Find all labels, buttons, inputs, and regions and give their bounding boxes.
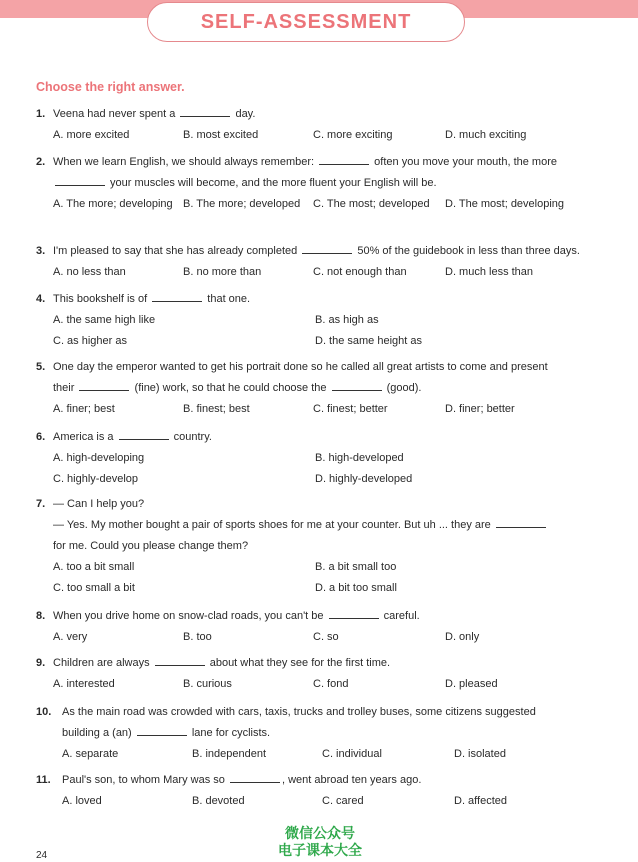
stem-text: — Yes. My mother bought a pair of sports shoes for me at your counter. But uh ... they are [53, 519, 494, 531]
stem-text: — Can I help you? [53, 498, 145, 510]
answer-option[interactable]: C. not enough than [313, 266, 407, 278]
answer-blank[interactable] [496, 517, 546, 528]
answer-option[interactable]: D. much exciting [445, 129, 527, 141]
stem-text: their [53, 382, 78, 394]
stem-text: about what they see for the first time. [206, 657, 391, 669]
stem-text: As the main road was crowded with cars, taxis, trucks and trolley buses, some citizens suggested [62, 706, 536, 718]
question-item [36, 104, 586, 146]
question-item [36, 653, 586, 695]
answer-option[interactable]: A. no less than [53, 266, 126, 278]
question-stem [36, 378, 586, 399]
question-stem [36, 494, 586, 515]
answer-option[interactable]: D. finer; better [445, 403, 515, 415]
answer-option[interactable]: B. too [183, 631, 212, 643]
question-stem [36, 702, 586, 723]
question-item [36, 702, 586, 765]
answer-blank[interactable] [329, 608, 379, 619]
stem-text: (fine) work, so that he could choose the [131, 382, 330, 394]
options-row [36, 448, 586, 469]
question-stem [36, 152, 586, 173]
question-item [36, 241, 586, 283]
options-row [36, 578, 586, 599]
question-item [36, 606, 586, 648]
stem-text: often you move your mouth, the more [371, 156, 557, 168]
options-row [36, 791, 586, 812]
stem-text: One day the emperor wanted to get his portrait done so he called all great artists to come and present [53, 361, 548, 373]
answer-option[interactable]: C. individual [322, 748, 382, 760]
options-row [36, 125, 586, 146]
question-number: 9. [36, 657, 46, 669]
answer-option[interactable]: B. most excited [183, 129, 259, 141]
stem-text: , went abroad ten years ago. [281, 774, 422, 786]
question-stem [36, 357, 586, 378]
answer-option[interactable]: C. finest; better [313, 403, 388, 415]
stem-text: I'm pleased to say that she has already completed [53, 245, 301, 257]
question-stem [36, 427, 586, 448]
question-number: 4. [36, 293, 46, 305]
section-title-tab [147, 2, 465, 42]
question-stem [36, 723, 586, 744]
answer-option[interactable]: A. more excited [53, 129, 130, 141]
watermark [265, 826, 375, 860]
stem-text: 50% of the guidebook in less than three days. [354, 245, 580, 257]
answer-blank[interactable] [302, 243, 352, 254]
question-item [36, 152, 586, 215]
answer-option[interactable]: D. much less than [445, 266, 534, 278]
stem-text: Children are always [53, 657, 153, 669]
answer-blank[interactable] [119, 429, 169, 440]
options-row [36, 557, 586, 578]
options-row [36, 399, 586, 420]
stem-text: (good). [383, 382, 422, 394]
question-stem [36, 104, 586, 125]
answer-blank[interactable] [230, 772, 280, 783]
question-stem [36, 515, 586, 536]
answer-option[interactable]: D. highly-developed [315, 473, 413, 485]
question-item [36, 289, 586, 352]
stem-text: careful. [380, 610, 420, 622]
answer-option[interactable]: B. independent [192, 748, 267, 760]
answer-option[interactable]: D. isolated [454, 748, 506, 760]
question-stem [36, 770, 586, 791]
question-number: 3. [36, 245, 46, 257]
options-row [36, 194, 586, 215]
answer-option[interactable]: C. as higher as [53, 335, 127, 347]
options-row [36, 262, 586, 283]
watermark-line: 电子课本大全 [278, 843, 362, 859]
answer-option[interactable]: D. a bit too small [315, 582, 397, 594]
instruction-heading: Choose the right answer. [36, 80, 185, 94]
question-stem [36, 289, 586, 310]
question-stem [36, 241, 586, 262]
answer-option[interactable]: D. only [445, 631, 480, 643]
answer-option[interactable]: B. high-developed [315, 452, 404, 464]
options-row [36, 469, 586, 490]
answer-option[interactable]: A. separate [62, 748, 119, 760]
answer-option[interactable]: A. very [53, 631, 88, 643]
stem-text: When we learn English, we should always remember: [53, 156, 318, 168]
page-number: 24 [36, 850, 48, 861]
answer-option[interactable]: D. The most; developing [445, 198, 565, 210]
stem-text: When you drive home on snow-clad roads, you can't be [53, 610, 327, 622]
stem-text: day. [232, 108, 256, 120]
question-item [36, 770, 586, 812]
question-number: 1. [36, 108, 46, 120]
question-number: 7. [36, 498, 46, 510]
answer-option[interactable]: B. a bit small too [315, 561, 397, 573]
stem-text: lane for cyclists. [188, 727, 271, 739]
answer-blank[interactable] [180, 106, 230, 117]
answer-blank[interactable] [152, 291, 202, 302]
question-number: 2. [36, 156, 46, 168]
answer-option[interactable]: A. finer; best [53, 403, 115, 415]
answer-option[interactable]: D. pleased [445, 678, 498, 690]
answer-option[interactable]: C. highly-develop [53, 473, 138, 485]
answer-option[interactable]: B. finest; best [183, 403, 250, 415]
options-row [36, 627, 586, 648]
question-item [36, 494, 586, 599]
answer-option[interactable]: C. more exciting [313, 129, 393, 141]
answer-option[interactable]: B. devoted [192, 795, 245, 807]
answer-option[interactable]: A. loved [62, 795, 102, 807]
answer-option[interactable]: A. The more; developing [53, 198, 173, 210]
options-row [36, 331, 586, 352]
question-stem [36, 606, 586, 627]
answer-option[interactable]: C. cared [322, 795, 364, 807]
question-item [36, 427, 586, 490]
stem-text: Veena had never spent a [53, 108, 179, 120]
answer-blank[interactable] [155, 655, 205, 666]
question-stem [36, 653, 586, 674]
answer-blank[interactable] [55, 175, 105, 186]
answer-blank[interactable] [79, 380, 129, 391]
answer-option[interactable]: B. no more than [183, 266, 262, 278]
stem-text: your muscles will become, and the more fluent your English will be. [107, 177, 437, 189]
answer-blank[interactable] [137, 725, 187, 736]
question-number: 11. [36, 774, 51, 786]
stem-text: that one. [204, 293, 251, 305]
answer-option[interactable]: A. interested [53, 678, 115, 690]
answer-option[interactable]: D. the same height as [315, 335, 423, 347]
answer-option[interactable]: C. fond [313, 678, 349, 690]
question-number: 10. [36, 706, 52, 718]
question-number: 6. [36, 431, 46, 443]
options-row [36, 744, 586, 765]
stem-text: Paul's son, to whom Mary was so [62, 774, 228, 786]
answer-option[interactable]: B. as high as [315, 314, 379, 326]
stem-text: building a (an) [62, 727, 135, 739]
question-stem [36, 173, 586, 194]
question-item [36, 357, 586, 420]
stem-text: This bookshelf is of [53, 293, 151, 305]
answer-blank[interactable] [332, 380, 382, 391]
options-row [36, 674, 586, 695]
stem-text: for me. Could you please change them? [53, 540, 249, 552]
answer-option[interactable]: A. too a bit small [53, 561, 135, 573]
section-title: SELF-ASSESSMENT [200, 10, 412, 33]
answer-option[interactable]: C. too small a bit [53, 582, 135, 594]
answer-option[interactable]: A. the same high like [53, 314, 156, 326]
answer-option[interactable]: C. The most; developed [313, 198, 430, 210]
answer-option[interactable]: B. The more; developed [183, 198, 301, 210]
answer-option[interactable]: A. high-developing [53, 452, 145, 464]
watermark-line: 微信公众号 [285, 826, 355, 842]
answer-option[interactable]: B. curious [183, 678, 232, 690]
question-number: 5. [36, 361, 46, 373]
options-row [36, 310, 586, 331]
question-stem [36, 536, 586, 557]
stem-text: America is a [53, 431, 117, 443]
question-number: 8. [36, 610, 46, 622]
stem-text: country. [170, 431, 212, 443]
answer-option[interactable]: D. affected [454, 795, 507, 807]
answer-option[interactable]: C. so [313, 631, 339, 643]
answer-blank[interactable] [319, 154, 369, 165]
